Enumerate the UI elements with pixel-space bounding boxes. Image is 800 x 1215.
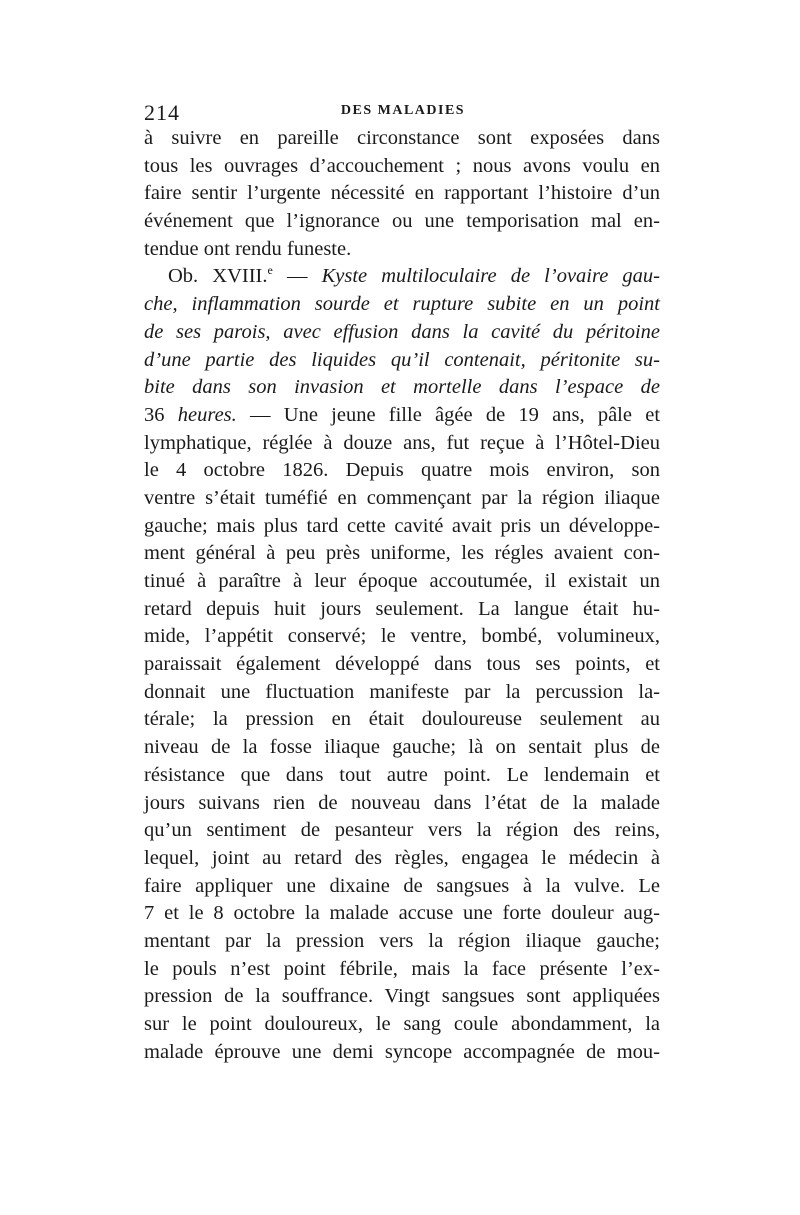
text-line-it: heures.	[177, 403, 237, 426]
text-line-text: à suivre en pareille circonstance sont exposées dans	[144, 127, 660, 149]
text-line	[144, 457, 660, 485]
body-text	[144, 125, 660, 1066]
text-line-post: — Une jeune fille âgée de 19 ans, pâle et	[236, 403, 661, 426]
text-line	[144, 263, 660, 291]
text-line-text: 7 et le 8 octobre la malade accuse une forte douleur aug-	[144, 902, 660, 925]
text-line-it: d’une partie des liquides qu’il contenait, péritonite su-	[144, 348, 660, 371]
text-line-text: jours suivans rien de nouveau dans l’état de la malade	[144, 791, 660, 814]
text-line	[144, 1011, 660, 1039]
text-line	[144, 706, 660, 734]
text-line-text: événement que l’ignorance ou une temporisation mal en-	[144, 210, 660, 233]
text-line	[144, 125, 660, 153]
running-head: DES MALADIES	[340, 103, 466, 118]
text-line-text: pression de la souffrance. Vingt sangsues sont appliquées	[144, 985, 660, 1008]
text-line	[144, 817, 660, 845]
text-line-text: tous les ouvrages d’accouchement ; nous avons voulu en	[144, 154, 660, 177]
text-line-text: niveau de la fosse iliaque gauche; là on sentait plus de	[144, 736, 660, 759]
text-line	[144, 679, 660, 707]
text-line-text: mide, l’appétit conservé; le ventre, bombé, volumineux,	[144, 625, 660, 648]
text-line	[144, 845, 660, 873]
text-line	[144, 928, 660, 956]
text-line	[144, 596, 660, 624]
text-line-text: faire appliquer une dixaine de sangsues à la vulve. Le	[144, 874, 660, 897]
text-line-text: faire sentir l’urgente nécessité en rapportant l’histoire d’un	[144, 182, 660, 205]
text-line-text: térale; la pression en était douloureuse seulement au	[144, 708, 660, 731]
text-line-mid: —	[272, 265, 322, 288]
text-line-text: résistance que dans tout autre point. Le lendemain et	[144, 763, 660, 786]
text-line-pre: Ob. XVIII.	[168, 265, 268, 288]
text-line-it: de ses parois, avec effusion dans la cavité du péritoine	[144, 320, 660, 343]
text-line-text: sur le point douloureux, le sang coule abondamment, la	[144, 1013, 660, 1035]
page-header	[144, 100, 662, 124]
text-line	[144, 900, 660, 928]
text-line-text: gauche; mais plus tard cette cavité avait pris un développe-	[144, 514, 660, 537]
text-line	[144, 983, 660, 1011]
text-line	[144, 180, 660, 208]
text-line	[144, 319, 660, 347]
text-line	[144, 623, 660, 651]
text-line-text: le 4 octobre 1826. Depuis quatre mois environ, son	[144, 459, 660, 482]
text-line	[144, 485, 660, 513]
text-line	[144, 374, 660, 402]
text-line	[144, 568, 660, 596]
text-line-sup: e	[267, 263, 273, 278]
text-line	[144, 236, 660, 264]
text-line	[144, 1039, 660, 1067]
text-line	[144, 873, 660, 901]
text-line-pre: 36	[144, 403, 178, 426]
text-line-it: che, inflammation sourde et rupture subite en un point	[144, 293, 660, 316]
text-line	[144, 513, 660, 541]
text-line-text: tendue ont rendu funeste.	[144, 237, 352, 260]
text-line	[144, 347, 660, 375]
text-line	[144, 291, 660, 319]
text-line	[144, 956, 660, 984]
text-line-text: le pouls n’est point fébrile, mais la face présente l’ex-	[144, 957, 660, 980]
text-line	[144, 734, 660, 762]
text-line	[144, 790, 660, 818]
text-line	[144, 208, 660, 236]
text-line	[144, 762, 660, 790]
text-line-text: paraissait également développé dans tous ses points, et	[144, 653, 660, 676]
text-line	[144, 540, 660, 568]
text-line-text: qu’un sentiment de pesanteur vers la région des reins,	[144, 819, 660, 842]
text-line-it: bite dans son invasion et mortelle dans l’espace de	[144, 376, 660, 399]
text-line-text: tinué à paraître à leur époque accoutumée, il existait un	[144, 570, 660, 592]
text-line-text: lymphatique, réglée à douze ans, fut reçue à l’Hôtel-Dieu	[144, 431, 660, 454]
text-line-text: retard depuis huit jours seulement. La langue était hu-	[144, 597, 660, 620]
text-line-it: Kyste multiloculaire de l’ovaire gau-	[321, 265, 660, 288]
text-line-text: ment général à peu près uniforme, les régles avaient con-	[144, 542, 660, 565]
text-line-text: donnait une fluctuation manifeste par la percussion la-	[144, 680, 660, 703]
text-line	[144, 430, 660, 458]
text-line-text: mentant par la pression vers la région iliaque gauche;	[144, 929, 660, 952]
text-line	[144, 402, 660, 430]
page-number: 214	[144, 100, 180, 125]
text-line-text: ventre s’était tuméfié en commençant par la région iliaque	[144, 486, 660, 509]
text-line	[144, 153, 660, 181]
text-line	[144, 651, 660, 679]
text-line-text: malade éprouve une demi syncope accompagnée de mou-	[144, 1040, 660, 1063]
text-line-text: lequel, joint au retard des règles, engagea le médecin à	[144, 846, 660, 869]
